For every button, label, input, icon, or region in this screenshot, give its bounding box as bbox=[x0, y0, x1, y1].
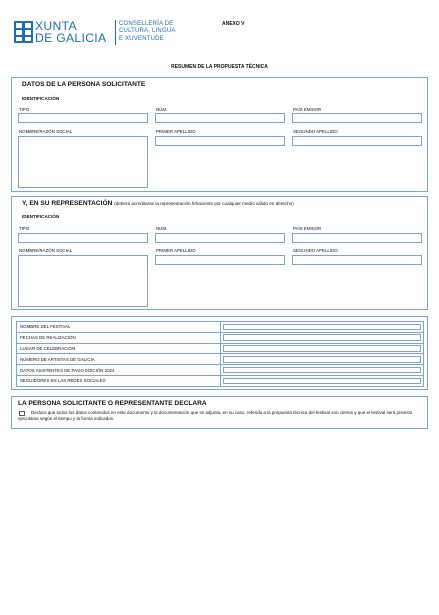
table-row bbox=[17, 322, 424, 333]
tipo-field[interactable] bbox=[18, 113, 148, 123]
representative-note: (deberá acreditarse la representación fehaciente por cualquier medio válido en derecho) bbox=[114, 201, 294, 206]
festival-section bbox=[11, 316, 428, 390]
tipo-field[interactable] bbox=[18, 233, 148, 243]
segundo-apellido-field[interactable] bbox=[292, 255, 422, 265]
representative-title-text: Y, EN SU REPRESENTACIÓN bbox=[22, 200, 113, 207]
pais-emisor-field[interactable] bbox=[292, 113, 422, 123]
xunta-shield-icon bbox=[14, 21, 33, 43]
num-field[interactable] bbox=[155, 233, 285, 243]
segundo-apellido-label: SEGUNDO APELLIDO bbox=[293, 129, 338, 134]
pais-emisor-field[interactable] bbox=[292, 233, 422, 243]
nombre-field[interactable] bbox=[18, 136, 148, 188]
logo-wordmark bbox=[35, 20, 106, 44]
declaration-section bbox=[11, 396, 428, 429]
row-value-field[interactable] bbox=[221, 354, 424, 365]
table-row bbox=[17, 332, 424, 343]
row-value-field[interactable] bbox=[221, 343, 424, 354]
tipo-label: TIPO bbox=[19, 107, 30, 112]
applicant-section bbox=[11, 77, 428, 192]
anexo-label: ANEXO V bbox=[222, 21, 245, 27]
segundo-apellido-label: SEGUNDO APELLIDO bbox=[293, 248, 338, 253]
consel-line-1: CONSELLERÍA DE bbox=[119, 21, 174, 27]
representative-section bbox=[11, 196, 428, 310]
num-field[interactable] bbox=[155, 113, 285, 123]
pais-emisor-label: PAÍS EMISOR bbox=[293, 107, 322, 112]
identification-label: IDENTIFICACIÓN bbox=[22, 214, 60, 219]
declaration-text: Declaro que todos los datos contenidos en este documento y la documentación que se adjunta, en su caso, referida a la propuesta técnica del festival son ciertos y que el festival será previsto ejecutarse según el tiempo y la forma indicados. bbox=[18, 410, 413, 422]
primer-apellido-label: PRIMER APELLIDO bbox=[156, 129, 196, 134]
consel-line-3: E XUVENTUDE bbox=[119, 35, 164, 42]
row-value-field[interactable] bbox=[221, 375, 424, 386]
row-label: DATOS ASISTENTES DE PAGO EDICIÓN 2024 bbox=[17, 365, 221, 376]
applicant-section-title: DATOS DE LA PERSONA SOLICITANTE bbox=[22, 81, 146, 88]
num-label: NÚM. bbox=[156, 107, 168, 112]
logo-divider bbox=[115, 20, 116, 45]
primer-apellido-field[interactable] bbox=[155, 255, 285, 265]
xunta-logo bbox=[14, 19, 176, 46]
document-title: RESUMEN DE LA PROPUESTA TÉCNICA bbox=[171, 64, 268, 70]
logo-line-2: DE GALICIA bbox=[35, 31, 107, 45]
nombre-label: NOMBRE/RAZÓN SOCIAL bbox=[19, 248, 73, 253]
declaration-section-title: LA PERSONA SOLICITANTE O REPRESENTANTE DECLARA bbox=[18, 400, 207, 407]
consel-line-2: CULTURA, LINGUA bbox=[119, 28, 176, 35]
table-row bbox=[17, 354, 424, 365]
representative-section-title bbox=[22, 200, 294, 207]
segundo-apellido-field[interactable] bbox=[292, 136, 422, 146]
festival-table bbox=[16, 321, 424, 387]
primer-apellido-label: PRIMER APELLIDO bbox=[156, 248, 196, 253]
nombre-field[interactable] bbox=[18, 255, 148, 307]
conselleria-name bbox=[119, 21, 176, 43]
row-value-field[interactable] bbox=[221, 322, 424, 333]
table-row bbox=[17, 343, 424, 354]
logo-line-1: XUNTA bbox=[35, 19, 77, 33]
table-row bbox=[17, 375, 424, 386]
row-label: NOMBRE DEL FESTIVAL bbox=[17, 322, 221, 333]
row-label: SEGUIDORES EN LAS REDES SOCIALES bbox=[17, 375, 221, 386]
tipo-label: TIPO bbox=[19, 226, 30, 231]
row-label: LUGAR DE CELEBRACIÓN bbox=[17, 343, 221, 354]
num-label: NÚM. bbox=[156, 226, 168, 231]
nombre-label: NOMBRE/RAZÓN SOCIAL bbox=[19, 129, 73, 134]
row-label: NÚMERO DE ARTISTAS DE GALICIA bbox=[17, 354, 221, 365]
row-value-field[interactable] bbox=[221, 365, 424, 376]
identification-label: IDENTIFICACIÓN bbox=[22, 96, 60, 101]
row-label: FECHAS DE REALIZACIÓN bbox=[17, 332, 221, 343]
table-row bbox=[17, 365, 424, 376]
primer-apellido-field[interactable] bbox=[155, 136, 285, 146]
row-value-field[interactable] bbox=[221, 332, 424, 343]
pais-emisor-label: PAÍS EMISOR bbox=[293, 226, 322, 231]
